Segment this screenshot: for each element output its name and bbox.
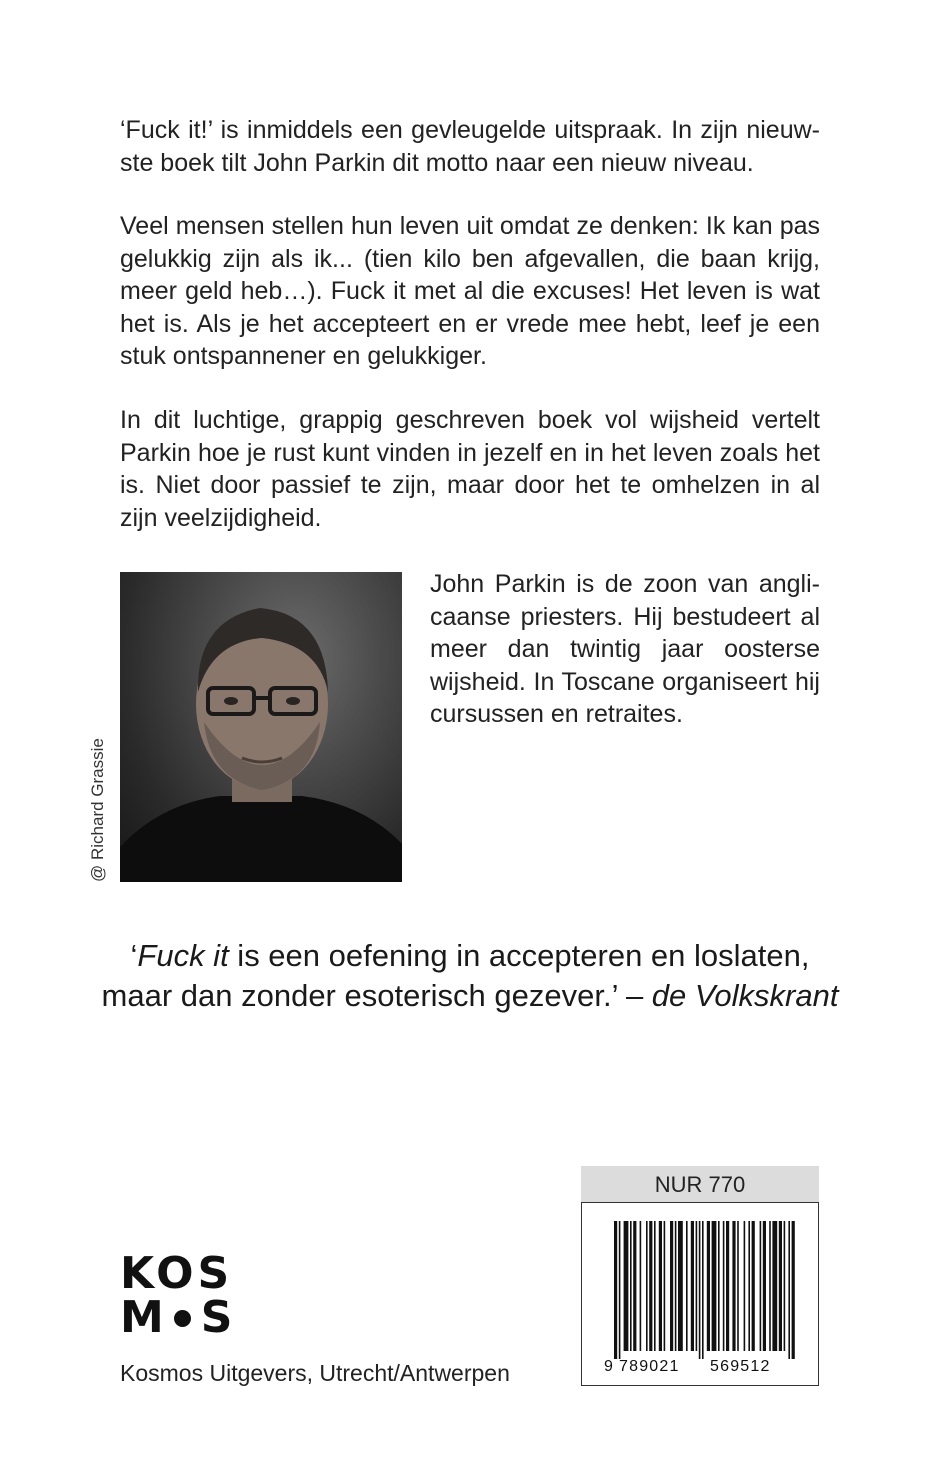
quote-source: de Volkskrant [643, 978, 839, 1013]
blurb-paragraph-2: Veel mensen stellen hun leven uit omdat ze denken: Ik kan pas gelukkig zijn als ik... (tien kilo ben afgevallen, die baan krijg, meer geld heb…). Fuck it met al die excuses! Het leven is wat het is. Als je het accepteert en er vrede mee hebt, leef je een stuk ontspannener en gelukkiger. [120, 212, 820, 370]
barcode-bar [723, 1221, 725, 1351]
barcode-bar [784, 1221, 786, 1351]
blurb-paragraph-1: ‘Fuck it!’ is inmiddels een gevleugelde uitspraak. In zijn nieuwste boek tilt John Parkin dit motto naar een nieuw niveau. [120, 116, 820, 177]
quote-book-title: Fuck it [137, 938, 229, 973]
barcode-bars [582, 1203, 818, 1385]
barcode-bar [788, 1221, 790, 1359]
press-quote [100, 936, 840, 1016]
author-portrait-illustration [120, 572, 402, 882]
kosmos-logo [120, 1248, 240, 1343]
barcode-bar [752, 1221, 755, 1351]
barcode-bar [699, 1221, 701, 1359]
barcode-bar [646, 1221, 648, 1351]
isbn-barcode [581, 1202, 819, 1386]
barcode-bar [678, 1221, 683, 1351]
barcode-bar [686, 1221, 688, 1351]
barcode-bar [691, 1221, 694, 1351]
barcode-bar [696, 1221, 698, 1351]
logo-line-1: KOS [120, 1248, 234, 1299]
photo-credit: @ Richard Grassie [88, 738, 107, 882]
barcode-bar [779, 1221, 782, 1351]
barcode-bar [769, 1221, 771, 1351]
barcode-bar [763, 1221, 766, 1351]
barcode-bar [702, 1221, 704, 1359]
barcode-digit-first: 9 [604, 1358, 613, 1375]
logo-letter-s: S [200, 1292, 237, 1343]
barcode-bar [707, 1221, 710, 1351]
blurb-paragraph-3: In dit luchtige, grappig geschreven boek vol wijsheid vertelt Parkin hoe je rust kunt vinden in jezelf en in het leven zoals het is. Niet door passief te zijn, maar door het te omhelzen in al zijn veelzijdigheid. [120, 406, 820, 532]
barcode-bar [659, 1221, 662, 1351]
publisher-name: Kosmos Uitgevers, Utrecht/Antwerpen [120, 1360, 510, 1386]
barcode-bar [664, 1221, 666, 1351]
barcode-bar [649, 1221, 652, 1351]
quote-dash: – [625, 978, 644, 1013]
quote-text: is een oefening in accepteren en loslaten, maar dan zonder esoterisch gezever.’ [101, 938, 810, 1013]
logo-dot [174, 1310, 191, 1327]
barcode-bar [640, 1221, 642, 1351]
author-bio: John Parkin is de zoon van anglicaanse priesters. Hij bestudeert al meer dan twintig jaar oosterse wijsheid. In Toscane organiseert hij cursussen en retraites. [430, 570, 820, 728]
barcode-bar [624, 1221, 629, 1351]
barcode-bar [760, 1221, 762, 1351]
barcode-bar [630, 1221, 632, 1351]
barcode-bar [718, 1221, 720, 1351]
logo-letter-m: M [120, 1292, 168, 1343]
barcode-bar [633, 1221, 636, 1351]
barcode-bar [614, 1221, 617, 1359]
barcode-bar [654, 1221, 656, 1351]
barcode-digits-left: 789021 [619, 1358, 680, 1375]
barcode-bar [792, 1221, 795, 1359]
barcode-bar [726, 1221, 729, 1351]
barcode-bar [732, 1221, 735, 1351]
barcode-bar [737, 1221, 739, 1351]
author-photo [120, 572, 402, 882]
barcode-bar [712, 1221, 717, 1351]
barcode-bar [748, 1221, 750, 1351]
logo-line-2 [120, 1292, 240, 1343]
barcode-bar [670, 1221, 673, 1351]
barcode-bar [744, 1221, 746, 1351]
barcode-bar [675, 1221, 677, 1351]
barcode-bar [772, 1221, 777, 1351]
barcode-digits-right: 569512 [710, 1358, 771, 1375]
barcode-bar [619, 1221, 621, 1359]
nur-code: NUR 770 [581, 1166, 819, 1202]
quote-open: ‘ [130, 938, 138, 973]
